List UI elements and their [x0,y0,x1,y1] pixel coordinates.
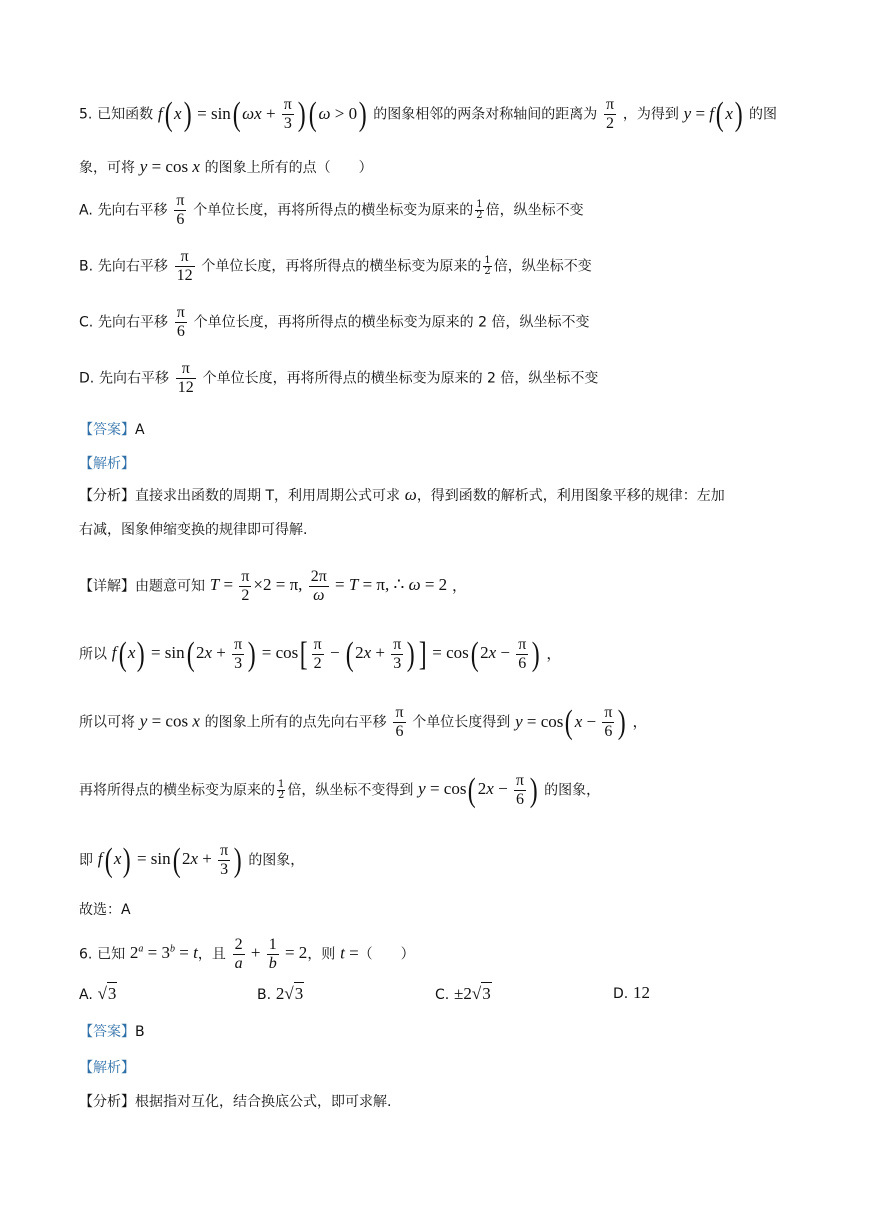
question-number: 6. [79,946,93,963]
q5-option-a[interactable]: A. 先向右平移 $\frac{\pi}{6}$ 个单位长度，再将所得点的横坐标变为原来的 $\frac{1}{2}$ 倍，纵坐标不变 [79,192,584,228]
question-number: 5. [79,106,93,123]
q5-option-b[interactable]: B. 先向右平移 $\frac{\pi}{12}$ 个单位长度，再将所得点的横坐标变为原来的 $\frac{1}{2}$ 倍，纵坐标不变 [79,248,592,284]
q6-fenxi: 【分析】根据指对互化，结合换底公式，即可求解. [79,1094,392,1110]
q5-stem-line-1: 5. 已知函数 f(x) = sin(ωx + $\frac{\pi}{3}$ )(ω > 0) 的图象相邻的两条对称轴间的距离为 $\frac{\pi}{2}$ ，为得到 y = f(x) 的图 [79,95,778,133]
q5-analysis-tag: 【解析】 [79,456,135,472]
q5-detail-line-1: 【详解】由题意可知 T = $\frac{\pi}{2}$ ×2 = π, $\frac{2\pi}{\omega}$ = T = π, ∴ ω = 2 ， [79,568,467,604]
q6-analysis-tag: 【解析】 [79,1060,135,1076]
q5-fenxi-line-2: 右减，图象伸缩变换的规律即可得解. [79,522,308,538]
q5-option-c[interactable]: C. 先向右平移 $\frac{\pi}{6}$ 个单位长度，再将所得点的横坐标变为原来的 2 倍，纵坐标不变 [79,304,590,340]
q5-stem-line-2: 象，可将 y = cos x 的图象上所有的点（ ） [79,157,373,176]
q5-answer: 【答案】A [79,422,145,438]
formula-fx: f(x) = sin(ωx + $\frac{\pi}{3}$ )(ω > 0) [157,95,367,133]
q5-detail-line-3: 所以可将 y = cos x 的图象上所有的点先向右平移 $\frac{\pi}{6}$ 个单位长度得到 y = cos(x − $\frac{\pi}{6}$ ) ， [79,703,648,741]
q6-option-b[interactable]: B. 2√3 [257,984,304,1003]
q5-detail-line-4: 再将所得点的横坐标变为原来的 $\frac{1}{2}$ 倍，纵坐标不变得到 y = cos(2x − $\frac{\pi}{6}$ ) 的图象， [79,771,601,809]
q6-answer: 【答案】B [79,1024,145,1040]
q6-option-c[interactable]: C. ±2√3 [435,984,491,1003]
q6-option-d[interactable]: D. 12 [613,983,651,1002]
q5-fenxi-line-1: 【分析】直接求出函数的周期 T，利用周期公式可求 ω，得到函数的解析式，利用图象平移的规律：左加 [79,485,725,504]
q6-stem: 6. 已知 $2^a = 3^b = t$，且 $\frac{2}{a}$ + $\frac{1}{b}$ = 2，则 t =（ ） [79,936,415,972]
q5-detail-line-5: 即 f(x) = sin(2x + $\frac{\pi}{3}$ ) 的图象， [79,841,305,879]
q5-option-d[interactable]: D. 先向右平移 $\frac{\pi}{12}$ 个单位长度，再将所得点的横坐标变为原来的 2 倍，纵坐标不变 [79,360,599,396]
q6-option-a[interactable]: A. √3 [79,984,117,1003]
q5-choose: 故选：A [79,902,131,918]
q5-detail-line-2: 所以 f(x) = sin(2x + $\frac{\pi}{3}$ ) = cos[ $\frac{\pi}{2}$ − (2x + $\frac{\pi}{3}$ )] = cos(2x − $\frac{\pi}{6}$ ) ， [79,635,562,673]
